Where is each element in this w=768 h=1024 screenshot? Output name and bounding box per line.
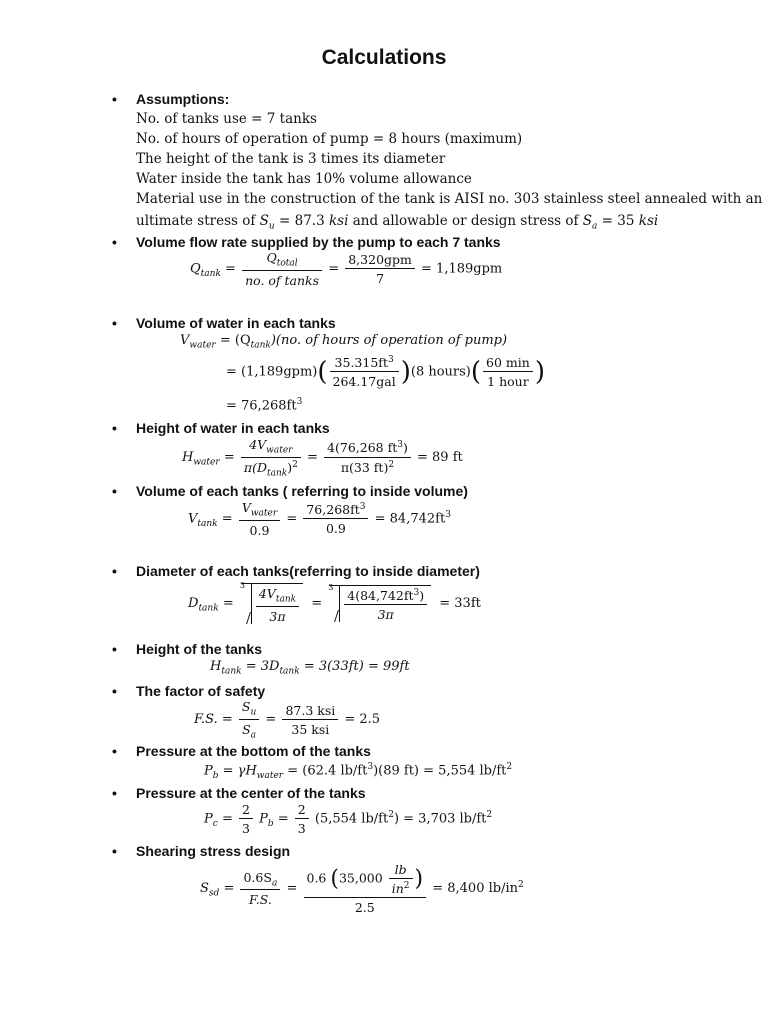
fraction: $\frac{76,268ft^3}{0.9}$ <box>303 502 368 536</box>
fraction: $\frac{V_{water}}{0.9}$ <box>239 500 280 538</box>
assumption-line: No. of tanks use = 7 tanks <box>136 111 317 127</box>
equation-flow-rate: $Q_{tank}$ = $\frac{Q_{total}}{\text{no. of tanks}}$ = $\frac{\text{8,320gpm}}{7}$ = 1,189gpm <box>190 250 503 288</box>
fraction: $\frac{\text{8,320gpm}}{7}$ <box>345 252 415 286</box>
bullet-label: Height of the tanks <box>136 641 263 657</box>
fraction: $\frac{\text{87.3 ksi}}{\text{35 ksi}}$ <box>282 703 338 737</box>
bullet-dot: • <box>112 843 117 859</box>
bullet-dot: • <box>112 563 117 579</box>
fraction: $\frac{35.315ft^3}{\text{264.17gal}}$ <box>330 355 399 389</box>
bullet-label: Shearing stress design <box>136 843 291 859</box>
bullet-dot: • <box>112 91 117 107</box>
fraction: $\frac{4V_{water}}{\pi(D_{tank})^2}$ <box>241 437 301 478</box>
bullet-label: Pressure at the bottom of the tanks <box>136 743 371 759</box>
equation-water-volume-line2: = (1,189gpm)( $\frac{35.315ft^3}{\text{264.17gal}}$ )(8 hours)( $\frac{60 \min}{\text{1 hour}}$ ) <box>226 355 545 390</box>
fraction: $\frac{2}{3}$ <box>295 802 309 836</box>
fraction: $\frac{S_u}{S_a}$ <box>239 699 259 740</box>
bullet-dot: • <box>112 785 117 801</box>
assumption-line: Water inside the tank has 10% volume allowance <box>136 171 472 187</box>
fraction: 0.6 (35,000 $\frac{lb}{in^2}$ ) 2.5 <box>304 862 427 915</box>
equation-tank-height: $H_{tank} = 3D_{tank} = 3(33ft) = 99ft$ <box>210 659 410 677</box>
bullet-label: Volume flow rate supplied by the pump to each 7 tanks <box>136 234 501 250</box>
bullet-label: Volume of each tanks ( referring to inside volume) <box>136 483 468 499</box>
bullet-dot: • <box>112 641 117 657</box>
bullet-label: Height of water in each tanks <box>136 420 330 436</box>
fraction: $\frac{4(84,742ft^3)}{3\pi}$ <box>344 588 427 622</box>
bullet-label: Pressure at the center of the tanks <box>136 785 366 801</box>
fraction: $\frac{4V_{tank}}{3\pi}$ <box>256 586 299 624</box>
fraction: $\frac{lb}{in^2}$ <box>389 862 413 896</box>
cube-root: 3 $\frac{4(84,742ft^3)}{3\pi}$ <box>326 585 431 622</box>
bullet-label: Volume of water in each tanks <box>136 315 336 331</box>
bullet-label: The factor of safety <box>136 683 266 699</box>
assumption-line: The height of the tank is 3 times its diameter <box>136 151 446 167</box>
assumption-line: ultimate stress of $S_u = 87.3$ ksi and allowable or design stress of $S_a = 35$ ksi <box>136 213 659 232</box>
bullet-label: Assumptions: <box>136 91 230 107</box>
cube-root: 3 $\frac{4V_{tank}}{3\pi}$ <box>238 583 303 624</box>
equation-water-volume-line1: $V_{water} = (Q_{tank})(no$. of hours of operation of pump) <box>180 333 508 351</box>
equation-water-height: $H_{water}$ = $\frac{4V_{water}}{\pi(D_{tank})^2}$ = $\frac{4(76,268 ft^3)}{\pi(33 ft)^2}$ = 89 ft <box>182 437 463 479</box>
equation-water-volume-line3: = $76,268ft^3$ <box>226 397 303 414</box>
fraction: $\frac{60 \min}{\text{1 hour}}$ <box>483 355 533 389</box>
bullet-dot: • <box>112 483 117 499</box>
equation-tank-volume: $V_{tank}$ = $\frac{V_{water}}{0.9}$ = $\frac{76,268ft^3}{0.9}$ = $84,742ft^3$ <box>188 500 451 538</box>
assumption-line: Material use in the construction of the tank is AISI no. 303 stainless steel annealed with an <box>136 191 763 207</box>
equation-shearing-stress: $S_{sd}$ = $\frac{0.6S_a}{F.S.}$ = 0.6 (35,000 $\frac{lb}{in^2}$ ) 2.5 = 8,400 $lb/in^2$ <box>200 862 524 916</box>
bullet-label: Diameter of each tanks(referring to inside diameter) <box>136 563 480 579</box>
fraction: $\frac{0.6S_a}{F.S.}$ <box>240 870 280 908</box>
fraction: $\frac{2}{3}$ <box>239 802 253 836</box>
equation-pressure-bottom: $P_b = \gamma H_{water} = (62.4$ $lb/ft^3)(89$ ft) = 5,554 $lb/ft^2$ <box>204 762 513 781</box>
assumption-line: No. of hours of operation of pump = 8 hours (maximum) <box>136 131 523 147</box>
bullet-dot: • <box>112 315 117 331</box>
fraction: $\frac{Q_{total}}{\text{no. of tanks}}$ <box>242 250 322 288</box>
equation-pressure-center: $P_c$ = $\frac{2}{3}$ $P_b$ = $\frac{2}{3}$ (5,554 $lb/ft^2) = 3,703$ $lb/ft^2$ <box>204 802 493 836</box>
bullet-dot: • <box>112 683 117 699</box>
bullet-dot: • <box>112 743 117 759</box>
equation-factor-safety: F.S. = $\frac{S_u}{S_a}$ = $\frac{\text{87.3 ksi}}{\text{35 ksi}}$ = 2.5 <box>194 699 381 740</box>
fraction: $\frac{4(76,268 ft^3)}{\pi(33 ft)^2}$ <box>324 440 411 474</box>
equation-tank-diameter: $D_{tank}$ = 3 $\frac{4V_{tank}}{3\pi}$ = 3 $\frac{4(84,742ft^3)}{3\pi}$ = 33ft <box>188 581 481 624</box>
bullet-dot: • <box>112 420 117 436</box>
bullet-dot: • <box>112 234 117 250</box>
page-title: Calculations <box>321 46 447 69</box>
